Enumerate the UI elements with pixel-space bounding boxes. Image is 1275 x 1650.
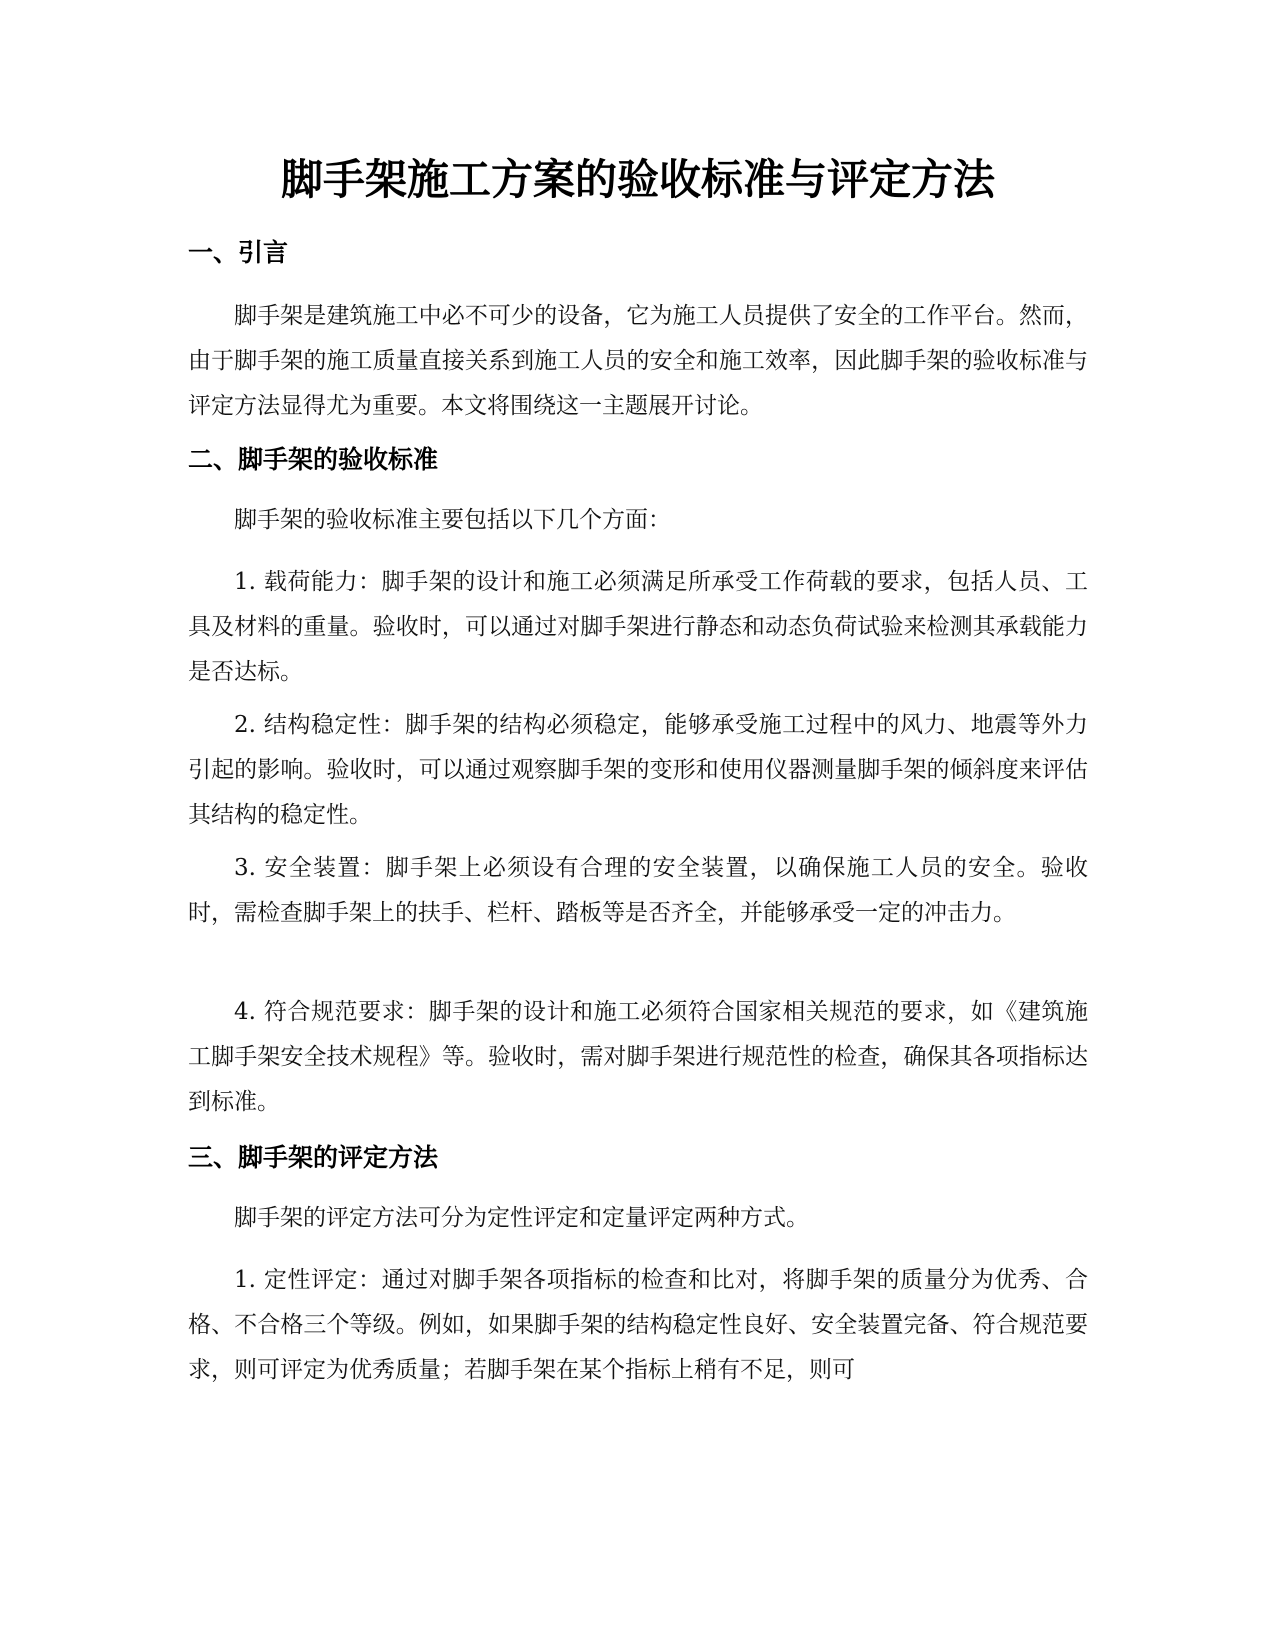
- document-page: [188, 0, 1088, 1650]
- section-heading-acceptance-standards: 二、脚手架的验收标准: [188, 445, 439, 474]
- evaluation-item-qualitative: 1. 定性评定：通过对脚手架各项指标的检查和比对，将脚手架的质量分为优秀、合格、不合格三个等级。例如，如果脚手架的结构稳定性良好、安全装置完备、符合规范要求，则可评定为优秀质量；若脚手架在某个指标上稍有不足，则可: [188, 1267, 1088, 1383]
- document-title: 脚手架施工方案的验收标准与评定方法: [280, 155, 995, 204]
- intro-paragraph: 脚手架是建筑施工中必不可少的设备，它为施工人员提供了安全的工作平台。然而，由于脚手架的施工质量直接关系到施工人员的安全和施工效率，因此脚手架的验收标准与评定方法显得尤为重要。本文将围绕这一主题展开讨论。: [188, 303, 1088, 419]
- acceptance-item-structural-stability: 2. 结构稳定性：脚手架的结构必须稳定，能够承受施工过程中的风力、地震等外力引起的影响。验收时，可以通过观察脚手架的变形和使用仪器测量脚手架的倾斜度来评估其结构的稳定性。: [188, 712, 1088, 828]
- acceptance-item-load-capacity: 1. 载荷能力：脚手架的设计和施工必须满足所承受工作荷载的要求，包括人员、工具及材料的重量。验收时，可以通过对脚手架进行静态和动态负荷试验来检测其承载能力是否达标。: [188, 569, 1088, 685]
- section-heading-evaluation-methods: 三、脚手架的评定方法: [188, 1143, 439, 1172]
- section-heading-introduction: 一、引言: [188, 238, 289, 267]
- evaluation-intro-paragraph: 脚手架的评定方法可分为定性评定和定量评定两种方式。: [234, 1205, 809, 1231]
- acceptance-item-safety-devices: 3. 安全装置：脚手架上必须设有合理的安全装置，以确保施工人员的安全。验收时，需检查脚手架上的扶手、栏杆、踏板等是否齐全，并能够承受一定的冲击力。: [188, 855, 1088, 926]
- acceptance-intro-paragraph: 脚手架的验收标准主要包括以下几个方面：: [234, 507, 671, 533]
- acceptance-item-code-compliance: 4. 符合规范要求：脚手架的设计和施工必须符合国家相关规范的要求，如《建筑施工脚手架安全技术规程》等。验收时，需对脚手架进行规范性的检查，确保其各项指标达到标准。: [188, 999, 1088, 1115]
